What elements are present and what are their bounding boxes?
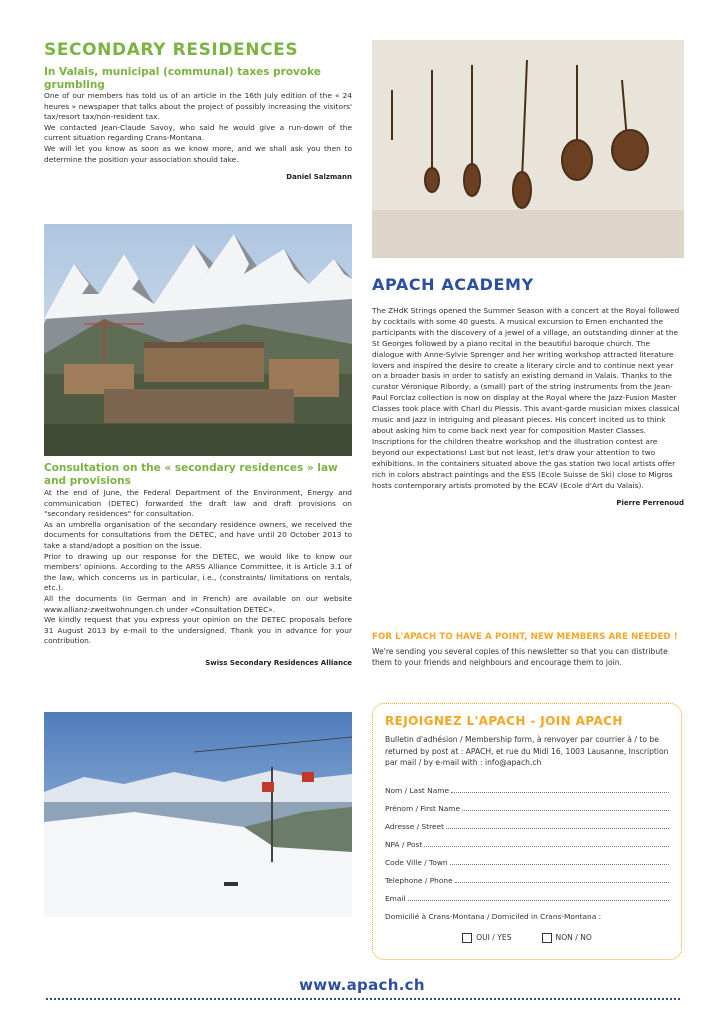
- join-title: REJOIGNEZ L'APACH - JOIN APACH: [385, 714, 623, 728]
- article1-signature: Daniel Salzmann: [286, 173, 352, 182]
- field-line[interactable]: [451, 784, 669, 793]
- field-line[interactable]: [424, 838, 669, 847]
- article2-signature: Swiss Secondary Residences Alliance: [205, 658, 352, 667]
- field-label: Prénom / First Name: [385, 803, 461, 813]
- article2: [44, 462, 352, 667]
- field-email[interactable]: [385, 885, 669, 903]
- article2-heading: Consultation on the « secondary residences » law and provisions: [44, 462, 338, 487]
- field-label: Telephone / Phone: [385, 875, 453, 885]
- field-label: Nom / Last Name: [385, 785, 449, 795]
- no-checkbox[interactable]: [542, 933, 552, 943]
- join-intro: Bulletin d'adhésion / Membership form, à renvoyer par courrier à / to be returned by post at : APACH, et rue du Midi 16, 1003 Lausanne, Inscription par mail / by e-mail with : info@apach.ch: [385, 735, 669, 767]
- yes-label: OUI / YES: [476, 933, 512, 942]
- academy-section: [372, 275, 684, 507]
- field-phone[interactable]: [385, 867, 669, 885]
- footer-divider: [46, 998, 680, 1000]
- members-section: [372, 632, 684, 668]
- academy-text: The ZHdK Strings opened the Summer Season with a concert at the Royal followed by cocktails with some 40 guests. A musical excursion to Ernen enchanted the participants with the discovery of a jewel of a village, an outstanding dinner at the St Georges followed by a piano recital in the beautiful baroque church. The dialogue with Anne-Sylvie Sprenger and her writing workshop attracted literature lovers and inspired the desire to create a literary circle and to continue next year on a broader basis in order to satisfy an existing demand in Valais. Thanks to the curator Véronique Ribordy, a (small) part of the string instruments from the Jean-Paul Forclaz collection is now on display at the Royal where the Jazz-Fusion Master Classes took place with Charl du Plessis. This avant-garde musician mixes classical music and jazz in intriguing and pleasant pieces. His concert incited us to think about asking him to come back next year for composition Master Classes. Inscriptions for the children theatre workshop and the illustration contest are beyond our expectations! Last but not least, let's draw your attention to two exhibitions. In the containers situated above the gas station two local artists offer rich in colors abstract paintings and the ESS (Ecole Suisse de Ski) close to Migros hosts contemporary artists promoted by the ECAV (Ecole d'Art du Valais).: [372, 306, 680, 490]
- mountain-village-photo: [44, 224, 352, 456]
- article1-paragraph: We will let you know as soon as we know more, and we shall ask you then to determine the position your association should take.: [44, 143, 352, 164]
- article2-paragraph: We kindly request that you express your opinion on the DETEC proposals before 31 August 2013 by e-mail to the undersigned. Thank you in advance for your contribution.: [44, 615, 352, 646]
- field-line[interactable]: [446, 820, 669, 829]
- yes-option[interactable]: [462, 933, 511, 943]
- article1-heading: In Valais, municipal (communal) taxes provoke grumbling: [44, 66, 321, 91]
- article2-paragraph: As an umbrella organisation of the secondary residence owners, we received the documents for consultations from the DETEC, and have until 20 October 2013 to take a stand/adopt a position on the issue.: [44, 519, 352, 550]
- field-first-name[interactable]: [385, 795, 669, 813]
- field-last-name[interactable]: [385, 777, 669, 795]
- field-line[interactable]: [455, 874, 669, 883]
- field-street[interactable]: [385, 813, 669, 831]
- footer-url[interactable]: www.apach.ch: [299, 976, 425, 994]
- article1-paragraph: One of our members has told us of an article in the 16th July edition of the « 24 heures » newspaper that talks about the project of possibly increasing the visitors' tax/resort tax/non-resident tax.: [44, 91, 352, 122]
- field-label: Code Ville / Town: [385, 857, 448, 867]
- members-text: We're sending you several copies of this newsletter so that you can distribute them to your friends and neighbours and encourage them to join.: [372, 647, 668, 667]
- section-title: SECONDARY RESIDENCES: [44, 40, 299, 60]
- academy-title: APACH ACADEMY: [372, 275, 534, 294]
- field-label: Email: [385, 893, 406, 903]
- article2-paragraph: All the documents (in German and in French) are available on our website www.allianz-zweitwohnungen.ch under «Consultation DETEC».: [44, 593, 352, 614]
- field-label: NPA / Post: [385, 839, 423, 849]
- field-post[interactable]: [385, 831, 669, 849]
- article2-paragraph: Prior to drawing up our response for the DETEC, we would like to know our members' opinions. According to the ARSS Alliance Committee, it is Article 3.1 of the law, which concerns us in particular, i.e., (constraints/ limitations on rentals, etc.).: [44, 551, 352, 593]
- no-option[interactable]: [542, 933, 592, 943]
- instruments-photo: [372, 40, 684, 258]
- domicile-choices: [385, 933, 669, 943]
- no-label: NON / NO: [555, 933, 592, 942]
- academy-signature: Pierre Perrenoud: [616, 499, 684, 508]
- yes-checkbox[interactable]: [462, 933, 472, 943]
- domicile-question: [385, 903, 669, 921]
- article1-paragraph: We contacted Jean-Claude Savoy, who said he would give a run-down of the current situation regarding Crans-Montana.: [44, 122, 352, 143]
- join-form: [372, 703, 682, 960]
- left-column: [44, 40, 352, 181]
- field-line[interactable]: [462, 802, 669, 811]
- ski-slope-photo: [44, 712, 352, 917]
- field-town[interactable]: [385, 849, 669, 867]
- domicile-label: Domicilié à Crans-Montana / Domiciled in Crans-Montana :: [385, 911, 602, 921]
- field-line[interactable]: [408, 892, 669, 901]
- members-heading: FOR L'APACH TO HAVE A POINT, NEW MEMBERS ARE NEEDED !: [372, 632, 678, 642]
- field-line[interactable]: [450, 856, 669, 865]
- field-label: Adresse / Street: [385, 821, 444, 831]
- article2-paragraph: At the end of June, the Federal Department of the Environment, Energy and communication (DETEC) forwarded the draft law and draft provisions on "secondary residences" for consultation.: [44, 488, 352, 519]
